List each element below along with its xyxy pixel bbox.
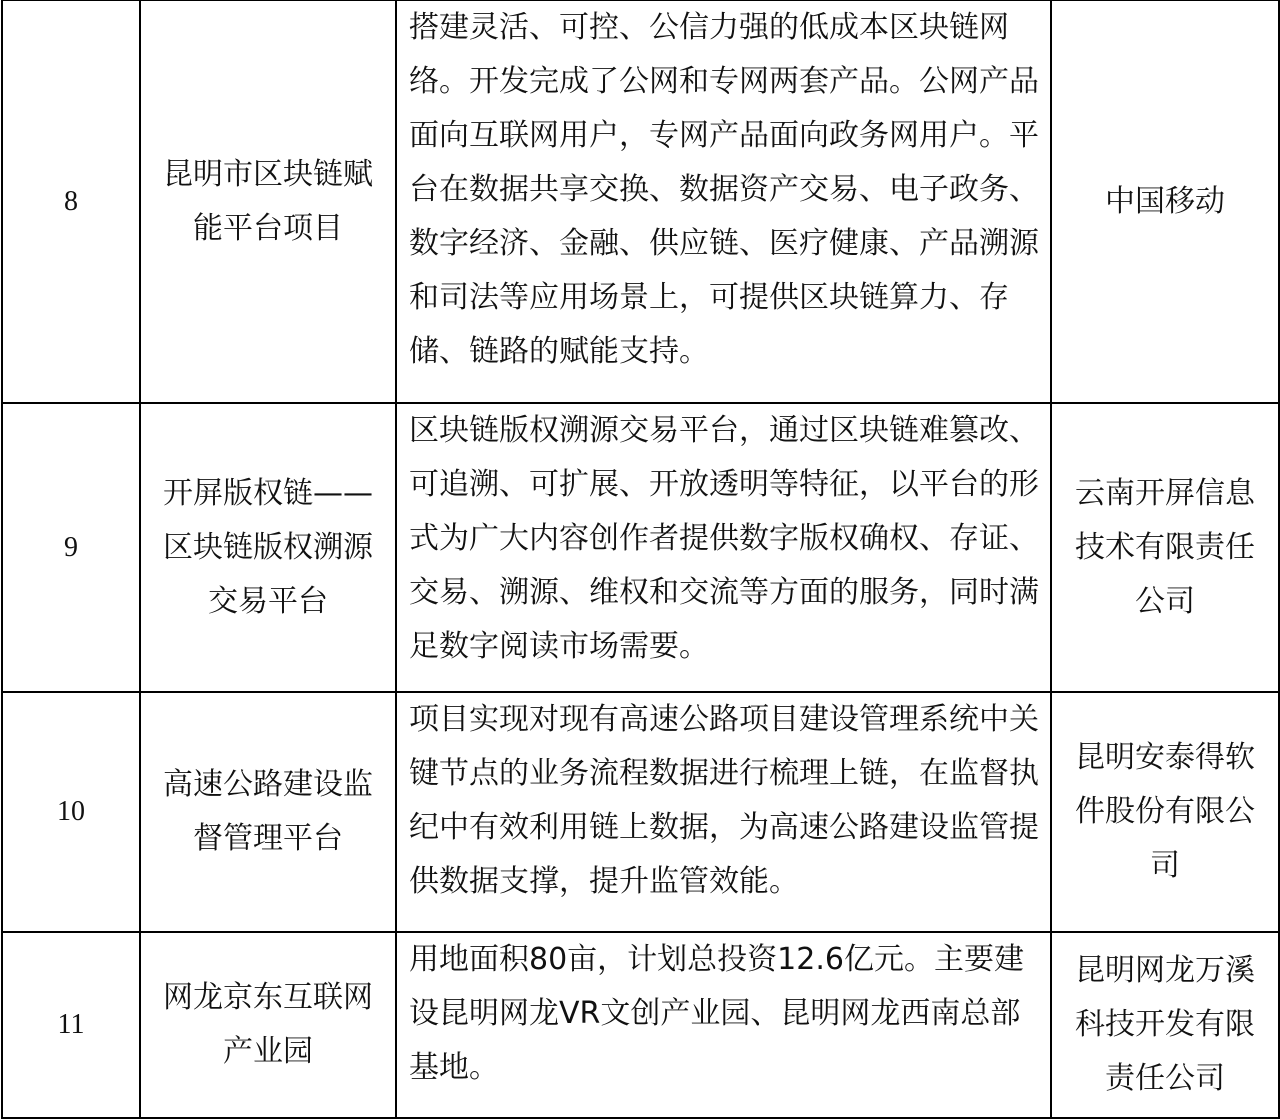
project-description: 搭建灵活、可控、公信力强的低成本区块链网络。开发完成了公网和专网两套产品。公网产品面向互联网用户，专网产品面向政务网用户。平台在数据共享交换、数据资产交易、电子政务、数字经济、金融、供应链、医疗健康、产品溯源和司法等应用场景上，可提供区块链算力、存储、链路的赋能支持。 bbox=[396, 0, 1051, 403]
project-name: 开屏版权链——区块链版权溯源交易平台 bbox=[140, 403, 396, 692]
project-description: 项目实现对现有高速公路项目建设管理系统中关键节点的业务流程数据进行梳理上链，在监督执纪中有效利用链上数据，为高速公路建设监管提供数据支撑，提升监管效能。 bbox=[396, 692, 1051, 932]
table-row bbox=[2, 0, 1279, 403]
project-company: 昆明网龙万溪科技开发有限责任公司 bbox=[1051, 932, 1279, 1118]
table-row bbox=[2, 692, 1279, 932]
row-number: 11 bbox=[2, 932, 140, 1118]
table-row bbox=[2, 932, 1279, 1118]
table-row bbox=[2, 403, 1279, 692]
row-number: 9 bbox=[2, 403, 140, 692]
project-name: 网龙京东互联网产业园 bbox=[140, 932, 396, 1118]
project-company: 云南开屏信息技术有限责任公司 bbox=[1051, 403, 1279, 692]
row-number: 8 bbox=[2, 0, 140, 403]
row-number: 10 bbox=[2, 692, 140, 932]
project-company: 中国移动 bbox=[1051, 0, 1279, 403]
project-description: 区块链版权溯源交易平台，通过区块链难篡改、可追溯、可扩展、开放透明等特征，以平台的形式为广大内容创作者提供数字版权确权、存证、交易、溯源、维权和交流等方面的服务，同时满足数字阅读市场需要。 bbox=[396, 403, 1051, 692]
project-description: 用地面积80亩，计划总投资12.6亿元。主要建设昆明网龙VR文创产业园、昆明网龙西南总部基地。 bbox=[396, 932, 1051, 1118]
project-table bbox=[1, 0, 1280, 1119]
project-company: 昆明安泰得软件股份有限公司 bbox=[1051, 692, 1279, 932]
project-name: 昆明市区块链赋能平台项目 bbox=[140, 0, 396, 403]
project-name: 高速公路建设监督管理平台 bbox=[140, 692, 396, 932]
